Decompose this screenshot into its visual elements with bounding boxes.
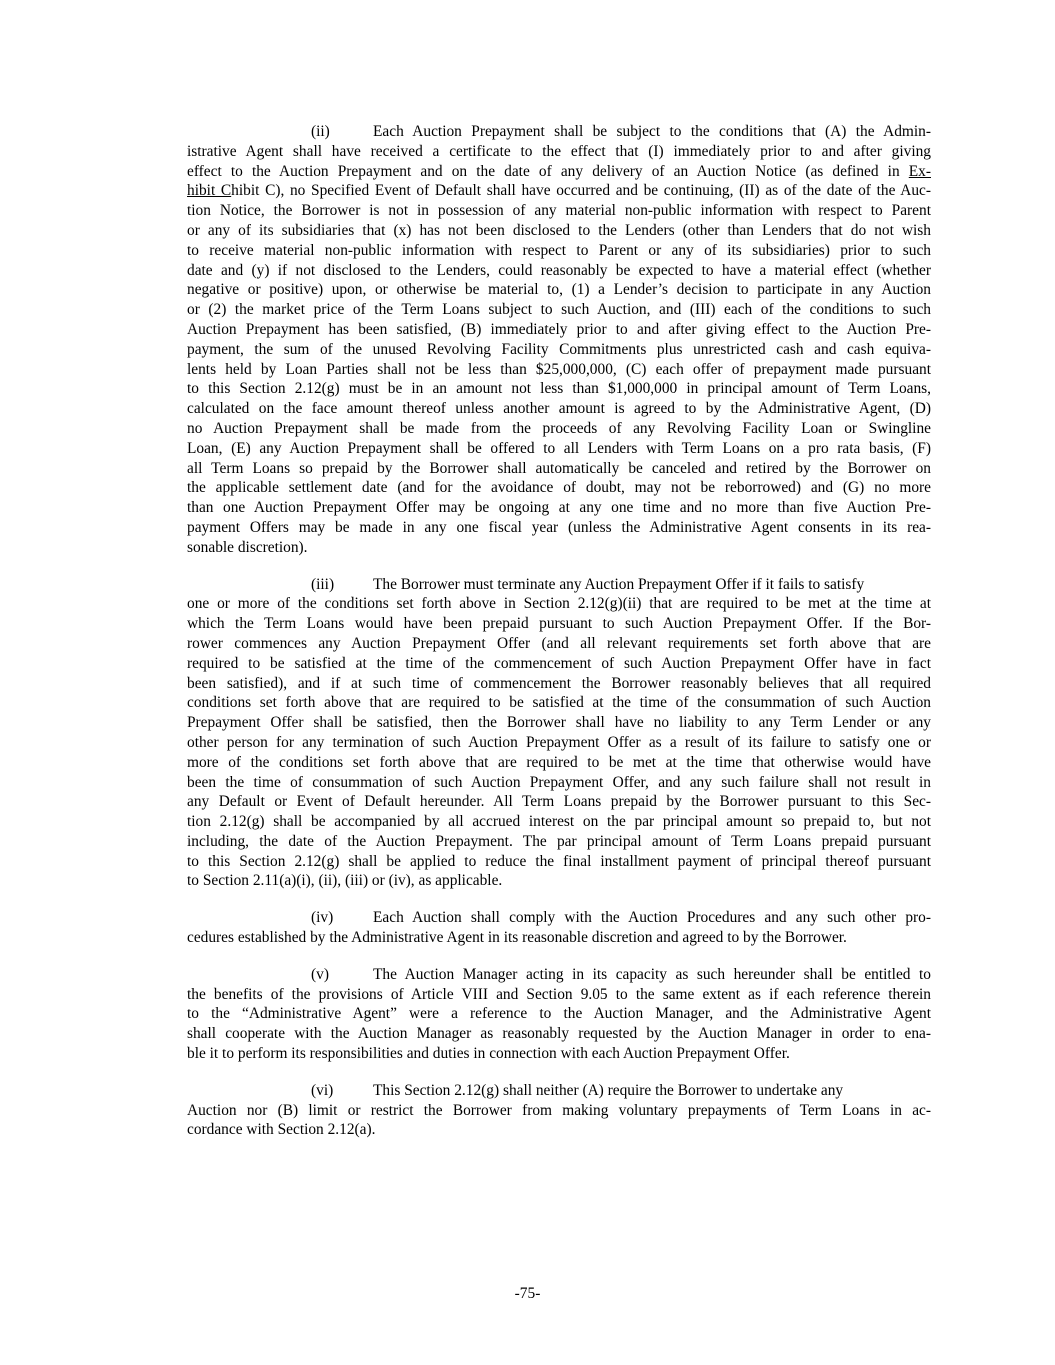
paragraph-line: istrative Agent shall have received a certificate to the effect that (I) immediately prior to and after giving: [187, 142, 931, 160]
paragraph-vi: [187, 1081, 931, 1140]
paragraph-text: The Auction Manager acting in its capacity as such hereunder shall be entitled to: [373, 965, 931, 983]
paragraph-line: been the time of consummation of such Auction Prepayment Offer, and any such failure shall not result in: [187, 773, 931, 791]
page-number: -75-: [514, 1285, 541, 1302]
paragraph-enumerator: (ii): [311, 123, 330, 140]
paragraph-line: to Section 2.11(a)(i), (ii), (iii) or (iv), as applicable.: [187, 872, 503, 890]
paragraph-first-line: [187, 122, 931, 142]
paragraph-line-with-link: [187, 181, 931, 201]
paragraph-ii: [187, 122, 931, 558]
paragraph-text: hibit C), no Specified Event of Default shall have occurred and be continuing, (II) as of the date of the Auc-: [231, 182, 931, 200]
paragraph-line: to receive material non-public information with respect to Parent or any of its subsidiaries) prior to such: [187, 241, 931, 259]
paragraph-line: no Auction Prepayment shall be made from the proceeds of any Revolving Facility Loan or Swingline: [187, 419, 931, 437]
exhibit-c-link-part1[interactable]: Ex-: [908, 162, 931, 180]
paragraph-line: payment, the sum of the unused Revolving Facility Commitments plus unrestricted cash and cash equiva-: [187, 340, 931, 358]
paragraph-line: negative or positive) upon, or otherwise be material to, (1) a Lender’s decision to participate in any Auction: [187, 281, 931, 299]
paragraph-line: any Default or Event of Default hereunder. All Term Loans prepaid by the Borrower pursuant to this Sec-: [187, 793, 931, 811]
paragraph-line: or any of its subsidiaries that (x) has not been disclosed to the Lenders (other than Lenders that do not wish: [187, 221, 931, 239]
paragraph-enumerator: (vi): [311, 1081, 334, 1099]
paragraph-iii: [187, 575, 931, 892]
paragraph-first-line: [187, 1081, 931, 1101]
paragraph-line: sonable discretion).: [187, 538, 308, 556]
paragraph-line: including, the date of the Auction Prepayment. The par principal amount of Term Loans prepaid pursuant: [187, 832, 931, 850]
paragraph-first-line: [187, 965, 931, 985]
paragraph-first-line: [187, 575, 931, 595]
paragraph-iv: [187, 908, 931, 948]
paragraph-line: Loan, (E) any Auction Prepayment shall be offered to all Lenders with Term Loans on a pro rata basis, (F): [187, 439, 931, 457]
paragraph-line: Auction nor (B) limit or restrict the Borrower from making voluntary prepayments of Term Loans in ac-: [187, 1101, 931, 1119]
paragraph-line: ble it to perform its responsibilities and duties in connection with each Auction Prepayment Offer.: [187, 1045, 790, 1063]
paragraph-text: Each Auction Prepayment shall be subject to the conditions that (A) the Admin-: [373, 123, 931, 140]
paragraph-line: required to be satisfied at the time of the commencement of such Auction Prepayment Offer have in fact: [187, 654, 931, 672]
paragraph-line: lents held by Loan Parties shall not be less than $25,000,000, (C) each offer of prepayment made pursuant: [187, 360, 931, 378]
paragraph-line: payment Offers may be made in any one fiscal year (unless the Administrative Agent consents in its rea-: [187, 518, 931, 536]
paragraph-first-line: [187, 908, 931, 928]
paragraph-line: Auction Prepayment has been satisfied, (B) immediately prior to and after giving effect to the Auction Pre-: [187, 320, 931, 338]
paragraph-text: effect to the Auction Prepayment and on the date of any delivery of an Auction Notice (as defined in: [187, 162, 909, 180]
paragraph-line: cordance with Section 2.12(a).: [187, 1121, 376, 1139]
document-body: [187, 122, 931, 1157]
paragraph-line: Prepayment Offer shall be satisfied, then the Borrower shall have no liability to any Term Lender or any: [187, 714, 931, 732]
paragraph-text: The Borrower must terminate any Auction Prepayment Offer if it fails to satisfy: [373, 575, 865, 593]
exhibit-c-link-part2[interactable]: hibit C: [187, 182, 232, 200]
paragraph-line: to this Section 2.12(g) must be in an amount not less than $1,000,000 in principal amount of Term Loans,: [187, 380, 931, 398]
paragraph-line: the benefits of the provisions of Article VIII and Section 9.05 to the same extent as if each reference therein: [187, 985, 931, 1003]
paragraph-line: which the Term Loans would have been prepaid pursuant to such Auction Prepayment Offer. If the Bor-: [187, 615, 931, 633]
paragraph-line: or (2) the market price of the Term Loans subject to such Auction, and (III) each of the conditions to such: [187, 301, 931, 319]
paragraph-enumerator: (v): [311, 965, 329, 983]
paragraph-enumerator: (iv): [311, 909, 334, 927]
paragraph-line: date and (y) if not disclosed to the Lenders, could reasonably be expected to have a material effect (whether: [187, 261, 931, 279]
paragraph-line: to the “Administrative Agent” were a reference to the Auction Manager, and the Administrative Agent: [187, 1005, 931, 1023]
paragraph-line: been satisfied), and if at such time of commencement the Borrower reasonably believes that all required: [187, 674, 931, 692]
paragraph-line: tion Notice, the Borrower is not in possession of any material non-public information with respect to Parent: [187, 202, 931, 220]
paragraph-line: conditions set forth above that are required to be satisfied at the time of the consummation of such Auction: [187, 694, 931, 712]
paragraph-line: cedures established by the Administrative Agent in its reasonable discretion and agreed to by the Borrower.: [187, 929, 847, 947]
paragraph-line: one or more of the conditions set forth above in Section 2.12(g)(ii) that are required to be met at the time at: [187, 595, 931, 613]
paragraph-line: all Term Loans so prepaid by the Borrower shall automatically be canceled and retired by the Borrower on: [187, 459, 931, 477]
paragraph-text: This Section 2.12(g) shall neither (A) require the Borrower to undertake any: [373, 1081, 844, 1099]
paragraph-line: tion 2.12(g) shall be accompanied by all accrued interest on the par principal amount so prepaid to, but not: [187, 813, 931, 831]
paragraph-line: other person for any termination of such Auction Prepayment Offer as a result of its failure to satisfy one or: [187, 733, 931, 751]
paragraph-line-with-link: [187, 162, 931, 182]
paragraph-v: [187, 965, 931, 1064]
paragraph-text: Each Auction shall comply with the Auction Procedures and any such other pro-: [373, 909, 931, 927]
paragraph-enumerator: (iii): [311, 575, 335, 593]
paragraph-line: the applicable settlement date (and for the avoidance of doubt, may not be reborrowed) and (G) no more: [187, 479, 931, 497]
paragraph-line: calculated on the face amount thereof unless another amount is agreed to by the Administrative Agent, (D): [187, 400, 931, 418]
paragraph-line: more of the conditions set forth above that are required to be met at the time that otherwise would have: [187, 753, 931, 771]
paragraph-line: to this Section 2.12(g) shall be applied to reduce the final installment payment of principal thereof pursuant: [187, 852, 931, 870]
paragraph-line: rower commences any Auction Prepayment Offer (and all relevant requirements set forth above that are: [187, 634, 931, 652]
paragraph-line: shall cooperate with the Auction Manager as reasonably requested by the Auction Manager in order to ena-: [187, 1025, 931, 1043]
paragraph-line: than one Auction Prepayment Offer may be ongoing at any one time and no more than five Auction Pre-: [187, 499, 931, 517]
